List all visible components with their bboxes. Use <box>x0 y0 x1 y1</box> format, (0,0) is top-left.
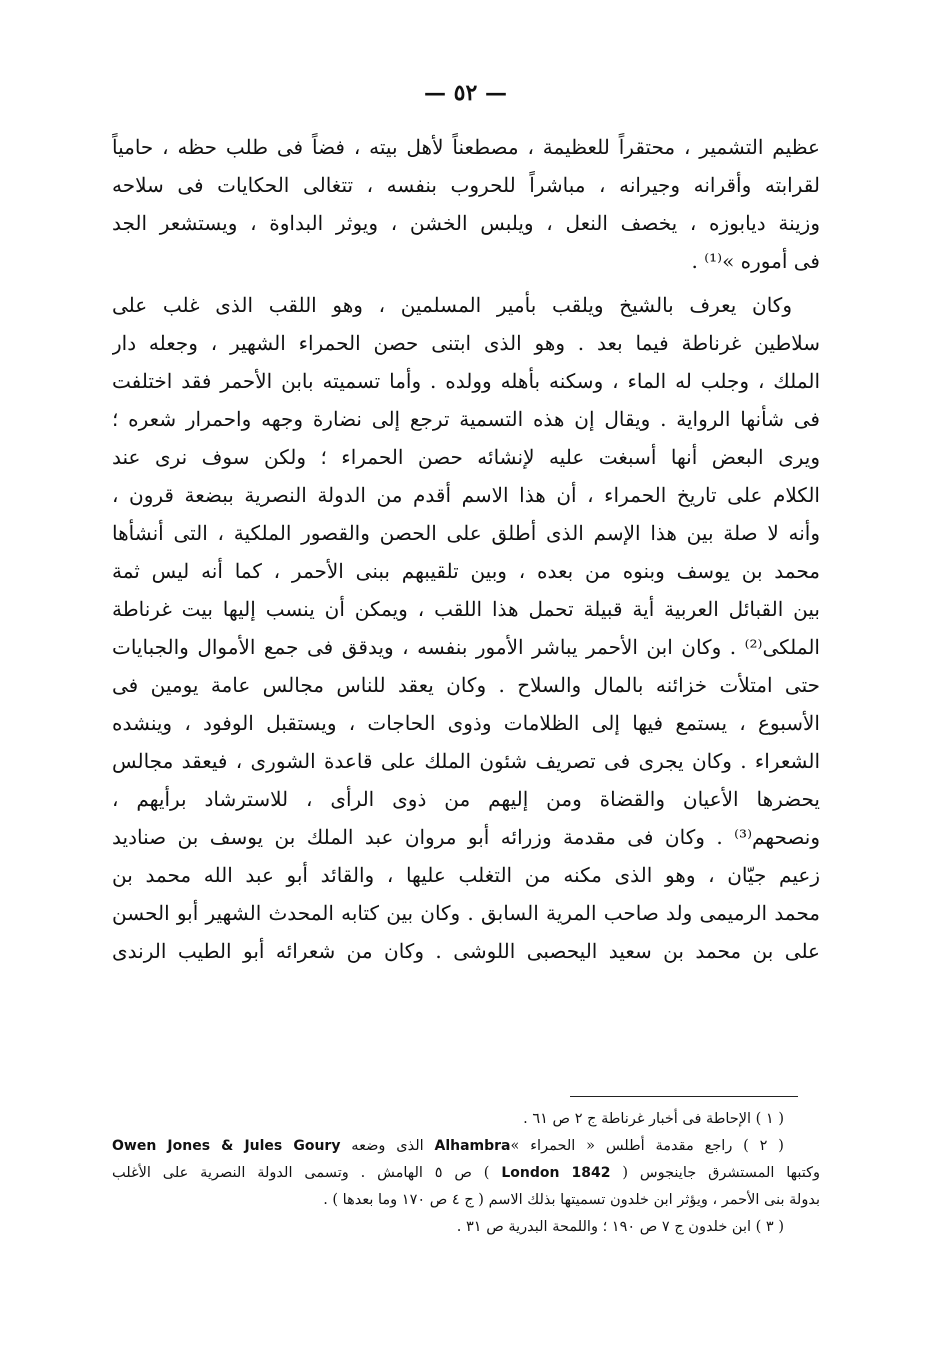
text-line: سلاطين غرناطة فيما بعد . وهو الذى ابتنى حصن الحمراء الشهير ، وجعله دار <box>112 331 820 355</box>
footnote-2-latin-title: Alhambra <box>434 1138 511 1154</box>
text-line: بين القبائل العربية أية قبيلة تحمل هذا اللقب ، ويمكن أن ينسب إليها بيت غرناطة <box>112 597 820 621</box>
footnote-3: ( ٣ ) ابن خلدون ج ٧ ص ١٩٠ ؛ واللمحة البدرية ص ٣١ . <box>456 1219 784 1235</box>
footnote-2-line-2 <box>112 1160 820 1187</box>
body-text <box>112 128 820 970</box>
text-line: الملك ، وجلب له الماء ، وسكنه بأهله وولده . وأما تسميته بابن الأحمر فقد اختلفت <box>112 369 820 393</box>
paragraph-start-line: وكان يعرف بالشيخ ويلقب بأمير المسلمين ، وهو اللقب الذى غلب على <box>112 293 792 317</box>
text-line: فى شأنها الرواية . ويقال إن هذه التسمية ترجع إلى نضارة وجهه واحمرار شعره ؛ <box>112 407 820 431</box>
footnote-2-line-3: بدولة بنى الأحمر ، ويؤثر ابن خلدون تسميتها بذلك الاسم ( ج ٤ ص ١٧٠ وما بعدها ) . <box>323 1192 820 1208</box>
text-line: ونصحهم⁽³⁾ . وكان فى مقدمة وزرائه أبو مروان عبد الملك بن يوسف بن صناديد <box>112 825 820 849</box>
text-line: ويرى البعض أنها أسبغت عليه لإنشائه حصن الحمراء ؛ ولكن سوف نرى عند <box>112 445 820 469</box>
text-line: الملكى⁽²⁾ . وكان ابن الأحمر يباشر الأمور بنفسه ، ويدقق فى جمع الأموال والجبايات <box>112 635 820 659</box>
footnote-2-middle: الذى وضعه <box>340 1138 435 1154</box>
text-line: وأنه لا صلة بين هذا الإسم الذى أطلق على الحصن والقصور الملكية ، التى أنشأها <box>112 521 820 545</box>
text-line: على بن محمد بن سعيد اليحصبى اللوشى . وكان من شعرائه أبو الطيب الرندى <box>112 939 820 963</box>
text-line: محمد الرميمى ولد صاحب المرية السابق . وكان بين كتابه المحدث الشهير أبو الحسن <box>112 901 820 925</box>
footnotes <box>112 1106 820 1241</box>
footnote-2-line2-suffix: ) ص ٥ الهامش . وتسمى الدولة النصرية على الأغلب <box>112 1165 490 1181</box>
text-line: وزينة ديابوزه ، يخصف النعل ، ويلبس الخشن ، ويوثر البداوة ، ويستشعر الجد <box>112 211 820 235</box>
text-line: زعيم جيّان ، وهو الذى مكنه من التغلب عليها ، والقائد أبو عبد الله محمد بن <box>112 863 820 887</box>
footnote-2-prefix: ( ٢ ) راجع مقدمة أطلس « الحمراء » <box>510 1138 784 1154</box>
footnote-2-line-1 <box>112 1133 820 1160</box>
footnote-2-latin-authors: Owen Jones & Jules Goury <box>112 1138 341 1154</box>
text-line: يحضرها الأعيان والقضاة ومن إليهم من ذوى الرأى ، للاسترشاد برأيهم ، <box>112 787 820 811</box>
text-line: الشعراء . وكان يجرى فى تصريف شئون الملك على قاعدة الشورى ، فيعقد مجالس <box>112 749 820 773</box>
footnote-2-latin-place: London 1842 <box>501 1165 611 1181</box>
text-line: الأسبوع ، يستمع فيها إلى الظلامات وذوى الحاجات ، ويستقبل الوفود ، وينشده <box>112 711 820 735</box>
footnote-2-line2-prefix: وكتبها المستشرق جاينجوس ( <box>622 1165 820 1181</box>
footnote-divider <box>570 1096 798 1097</box>
text-line: لقرابته وأقرانه وجيرانه ، مباشراً للحروب بنفسه ، تتغالى الحكايات فى سلاحه <box>112 173 820 197</box>
text-line: الكلام على تاريخ الحمراء ، أن هذا الاسم أقدم من الدولة النصرية ببضعة قرون ، <box>112 483 820 507</box>
text-line: فى أموره »⁽¹⁾ . <box>691 249 820 273</box>
text-line: محمد بن يوسف وبنوه من بعده ، وبين تلقيبهم ببنى الأحمر ، كما أنه ليس ثمة <box>112 559 820 583</box>
text-line: حتى امتلأت خزائنه بالمال والسلاح . وكان يعقد للناس مجالس عامة يومين فى <box>112 673 820 697</box>
footnote-1: ( ١ ) الإحاطة فى أخبار غرناطة ج ٢ ص ٦١ . <box>523 1111 784 1127</box>
text-line: عظيم التشمير ، محتقراً للعظيمة ، مصطعناً لأهل بيته ، فضاً فى طلب حظه ، حامياً <box>112 135 820 159</box>
page-number: — ٥٢ — <box>424 80 507 106</box>
